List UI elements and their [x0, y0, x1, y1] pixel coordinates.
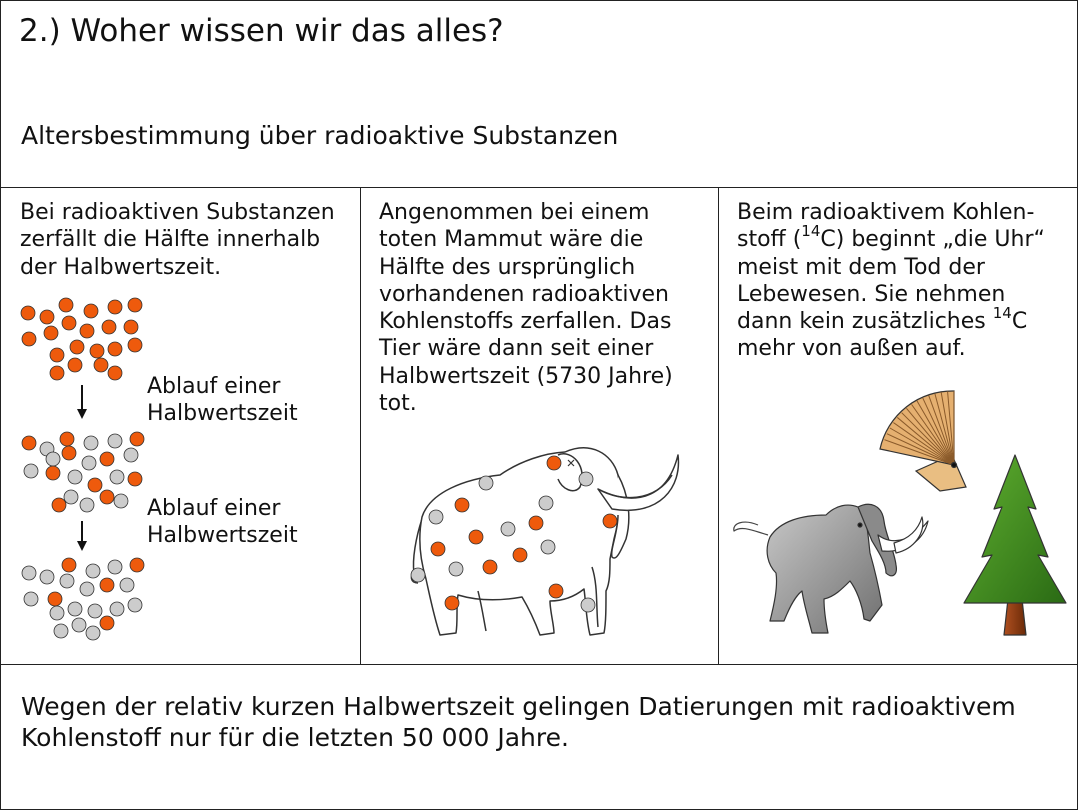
decayed-atom — [64, 490, 78, 504]
step-label: Ablauf einer — [147, 496, 281, 521]
tree-icon — [964, 455, 1066, 635]
active-atom — [70, 340, 84, 354]
active-atom — [130, 432, 144, 446]
decayed-atom — [110, 470, 124, 484]
text-fragment: C) beginnt „die Uhr“ — [820, 227, 1045, 253]
active-atom — [22, 436, 36, 450]
active-atom — [52, 498, 66, 512]
active-atom — [62, 446, 76, 460]
active-atom — [549, 584, 563, 598]
decayed-atom — [120, 578, 134, 592]
decayed-atom — [54, 624, 68, 638]
text-line: Lebewesen. Sie nehmen — [737, 281, 1006, 307]
decayed-atom — [539, 496, 553, 510]
active-atom — [603, 514, 617, 528]
decayed-atom — [68, 602, 82, 616]
active-atom — [100, 578, 114, 592]
decayed-atom — [479, 476, 493, 490]
active-atom — [46, 466, 60, 480]
active-atom — [128, 338, 142, 352]
decayed-atom — [46, 452, 60, 466]
active-atom — [62, 558, 76, 572]
decayed-atom — [82, 456, 96, 470]
decayed-atom — [110, 602, 124, 616]
active-atom — [513, 548, 527, 562]
decayed-atom — [80, 498, 94, 512]
atom-group-after-one-half-life — [22, 432, 144, 512]
text-line: zerfällt die Hälfte innerhalb — [20, 227, 321, 253]
footer-note — [21, 691, 1016, 753]
active-atom — [547, 456, 561, 470]
active-atom — [44, 326, 58, 340]
text-line: tot. — [379, 391, 417, 417]
down-arrow-icon — [77, 385, 87, 419]
active-atom — [431, 542, 445, 556]
active-atom — [445, 596, 459, 610]
active-atom — [68, 358, 82, 372]
active-atom — [50, 366, 64, 380]
mammoth-outline-illustration — [360, 187, 718, 664]
active-atom — [80, 324, 94, 338]
active-atom — [60, 432, 74, 446]
active-atom — [108, 342, 122, 356]
living-things-illustration — [718, 187, 1077, 664]
decayed-atom — [50, 606, 64, 620]
active-atom — [108, 300, 122, 314]
decayed-atom — [108, 434, 122, 448]
elephant-icon — [734, 504, 928, 633]
half-life-diagram — [1, 187, 360, 664]
decayed-atom — [40, 570, 54, 584]
decayed-atom — [124, 448, 138, 462]
decayed-atom — [449, 562, 463, 576]
active-atom — [50, 348, 64, 362]
decayed-atom — [501, 522, 515, 536]
decayed-atom — [411, 568, 425, 582]
decayed-atom — [80, 582, 94, 596]
decayed-atom — [429, 510, 443, 524]
active-atom — [59, 298, 73, 312]
isotope-superscript: 14 — [992, 303, 1012, 322]
decayed-atom — [579, 472, 593, 486]
active-atom — [455, 498, 469, 512]
active-atom — [130, 558, 144, 572]
text-line: Tier wäre dann seit einer — [379, 336, 654, 362]
text-line: Beim radioaktivem Kohlen- — [737, 200, 1035, 225]
active-atom — [90, 344, 104, 358]
decayed-atom — [72, 618, 86, 632]
text-line: Angenommen bei einem — [379, 200, 650, 225]
decayed-atom — [88, 604, 102, 618]
active-atom — [483, 560, 497, 574]
text-line: meist mit dem Tod der — [737, 254, 985, 280]
text-line: vorhandenen radioaktiven — [379, 281, 669, 307]
text-fragment: stoff ( — [737, 227, 802, 253]
down-arrow-icon — [77, 521, 87, 551]
active-atom — [100, 490, 114, 504]
decayed-atom — [114, 494, 128, 508]
decayed-atom — [84, 436, 98, 450]
page-title: 2.) Woher wissen wir das alles? — [19, 13, 504, 49]
step-label: Halbwertszeit — [147, 523, 298, 548]
active-atom — [100, 616, 114, 630]
decayed-atom — [68, 470, 82, 484]
active-atom — [62, 316, 76, 330]
text-fragment: C — [1011, 309, 1028, 335]
atom-group-initial — [21, 298, 142, 380]
decayed-atom — [86, 564, 100, 578]
atom-group-after-two-half-lives — [22, 558, 144, 640]
active-atom — [102, 320, 116, 334]
text-line: Bei radioaktiven Substanzen — [20, 200, 335, 225]
page-subtitle: Altersbestimmung über radioaktive Substanzen — [21, 121, 619, 150]
decayed-atom — [24, 592, 38, 606]
text-line: Halbwertszeit (5730 Jahre) — [379, 363, 673, 389]
active-atom — [100, 452, 114, 466]
shell-icon — [880, 391, 966, 491]
active-atom — [124, 320, 138, 334]
active-atom — [84, 304, 98, 318]
decayed-atom — [128, 598, 142, 612]
decayed-atom — [581, 598, 595, 612]
decayed-atom — [108, 560, 122, 574]
active-atom — [40, 310, 54, 324]
text-fragment: dann kein zusätzliches — [737, 309, 993, 335]
text-line: Wegen der relativ kurzen Halbwertszeit gelingen Datierungen mit radioaktivem — [21, 692, 1016, 721]
text-line: Kohlenstoff nur für die letzten 50 000 Jahre. — [21, 723, 569, 752]
active-atom — [128, 472, 142, 486]
active-atom — [469, 530, 483, 544]
decayed-atom — [22, 566, 36, 580]
active-atom — [94, 358, 108, 372]
decayed-atom — [60, 574, 74, 588]
active-atom — [88, 478, 102, 492]
text-line: Kohlenstoffs zerfallen. Das — [379, 309, 672, 335]
text-line: mehr von außen auf. — [737, 336, 966, 362]
decayed-atom — [24, 464, 38, 478]
active-atom — [48, 592, 62, 606]
decayed-atom — [541, 540, 555, 554]
active-atom — [21, 306, 35, 320]
step-label: Halbwertszeit — [147, 401, 298, 426]
active-atom — [22, 332, 36, 346]
decayed-atom — [86, 626, 100, 640]
divider-bottom — [1, 664, 1077, 665]
text-line: der Halbwertszeit. — [20, 254, 222, 280]
text-line: toten Mammut wäre die — [379, 227, 644, 253]
active-atom — [108, 366, 122, 380]
step-label: Ablauf einer — [147, 374, 281, 399]
active-atom — [128, 298, 142, 312]
active-atom — [529, 516, 543, 530]
isotope-superscript: 14 — [801, 221, 821, 240]
text-line: Hälfte des ursprünglich — [379, 254, 636, 280]
